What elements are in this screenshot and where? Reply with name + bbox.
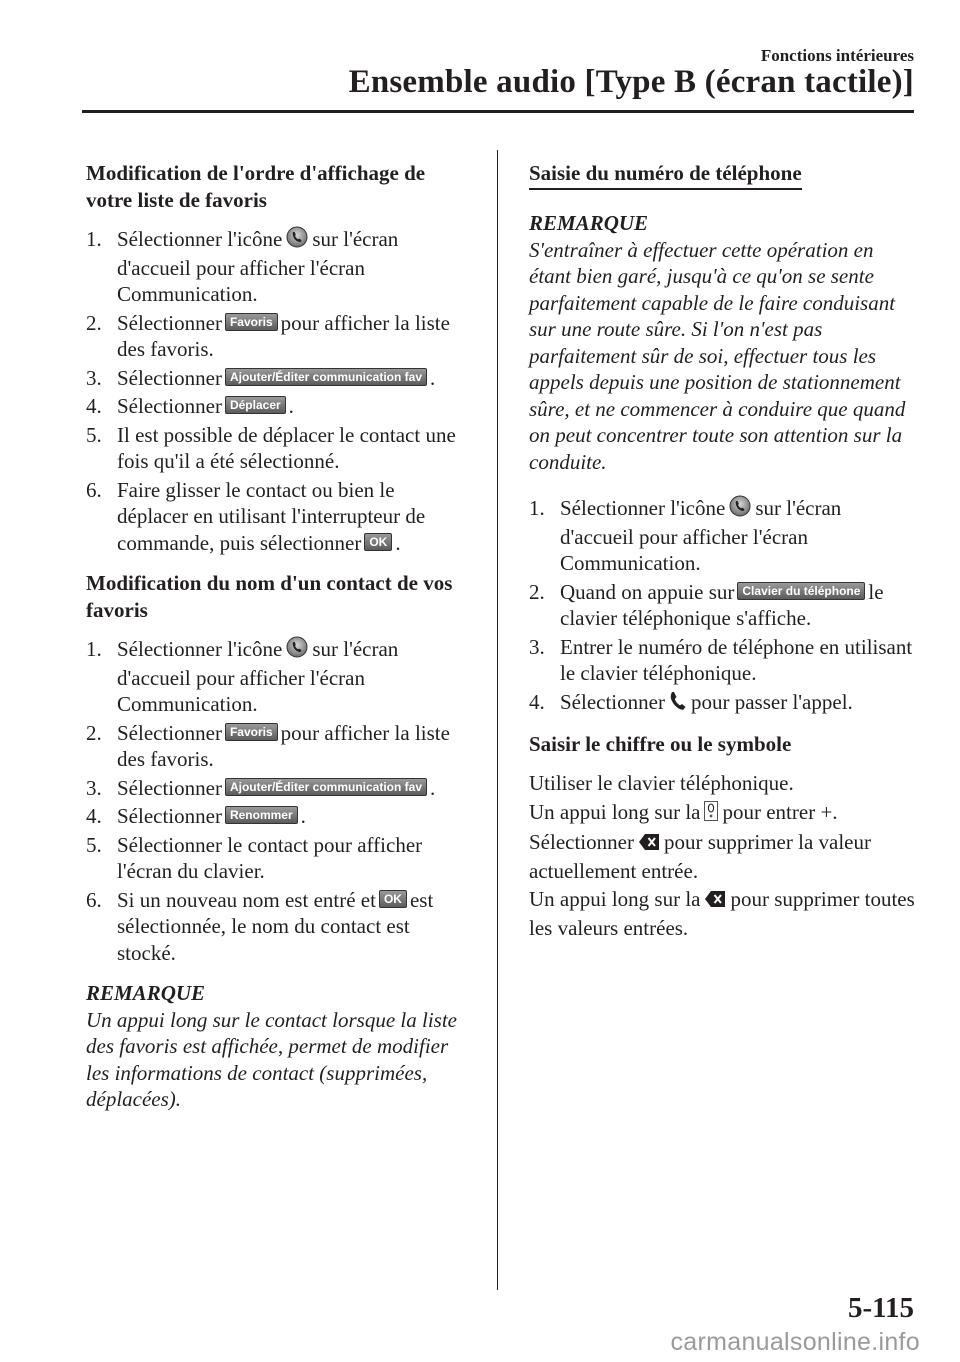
note-text: Un appui long sur le contact lorsque la liste des favoris est affichée, permet de modifier les informations de contact (supprimées, déplacées).: [86, 1007, 457, 1111]
note-text: S'entraîner à effectuer cette opération en étant bien garé, jusqu'à ce qu'on se sente parfaitement capable de le faire conduisant sur une route sûre. Si l'on n'est pas parfaitement sûr de soi, effectuer tous les appels depuis une position de stationnement sûre, et ne commencer à conduire que quand on peut concentrer toute son attention sur la conduite.: [529, 237, 906, 474]
note-heading: REMARQUE: [529, 211, 649, 235]
page-number: 5-115: [847, 1292, 914, 1324]
rename-button[interactable]: Renommer: [225, 806, 298, 824]
move-button[interactable]: Déplacer: [225, 396, 286, 414]
steps-rename: [86, 636, 466, 966]
backspace-icon[interactable]: [638, 831, 660, 858]
step-item: 4. Sélectionner Renommer .: [86, 804, 306, 828]
phone-keypad-button[interactable]: Clavier du téléphone: [737, 582, 865, 600]
step-item: 3. Sélectionner Ajouter/Éditer communication fav .: [86, 365, 436, 390]
paragraph: Un appui long sur la pour supprimer toutes les valeurs entrées.: [529, 887, 915, 940]
paragraph: Sélectionner pour supprimer la valeur actuellement entrée.: [529, 830, 871, 883]
column-divider: [497, 150, 498, 1290]
step-item: 1. Sélectionner l'icône sur l'écran d'accueil pour afficher l'écran Communication.: [86, 227, 399, 306]
step-item: 1. Sélectionner l'icône sur l'écran d'accueil pour afficher l'écran Communication.: [86, 637, 399, 716]
step-item: 4. Sélectionner pour passer l'appel.: [529, 689, 919, 718]
step-item: 6. Si un nouveau nom est entré et OK est sélectionnée, le nom du contact est stocké.: [86, 887, 434, 965]
step-item: 5. Sélectionner le contact pour afficher l'écran du clavier.: [86, 832, 423, 883]
communication-icon: [729, 495, 751, 524]
steps-phone-number: [529, 495, 919, 717]
step-item: 2. Sélectionner Favoris pour afficher la liste des favoris.: [86, 310, 450, 361]
step-item: 5. Il est possible de déplacer le contact une fois qu'il a été sélectionné.: [86, 422, 456, 473]
ok-button[interactable]: OK: [364, 533, 392, 551]
edit-favorites-button[interactable]: Ajouter/Éditer communication fav: [225, 368, 427, 386]
section-title-digit-symbol: Saisir le chiffre ou le symbole: [529, 732, 792, 756]
zero-key-icon[interactable]: [704, 801, 718, 828]
note-heading: REMARQUE: [86, 981, 206, 1005]
header-rule: [82, 110, 914, 113]
backspace-icon[interactable]: [704, 888, 726, 915]
note-right: [529, 210, 919, 475]
step-item: 4. Sélectionner Déplacer .: [86, 394, 294, 418]
edit-favorites-button[interactable]: Ajouter/Éditer communication fav: [225, 778, 427, 796]
communication-icon: [286, 636, 308, 665]
step-item: 1. Sélectionner l'icône sur l'écran d'accueil pour afficher l'écran Communication.: [529, 496, 842, 575]
header-title: Ensemble audio [Type B (écran tactile)]: [348, 64, 914, 100]
favoris-button[interactable]: Favoris: [225, 313, 278, 331]
step-item: 2. Sélectionner Favoris pour afficher la liste des favoris.: [86, 720, 450, 771]
ok-button[interactable]: OK: [379, 890, 407, 908]
phone-handset-icon[interactable]: [669, 691, 687, 718]
section-title-reorder: Modification de l'ordre d'affichage de votre liste de favoris: [86, 161, 426, 212]
section-title-rename: Modification du nom d'un contact de vos favoris: [86, 571, 453, 622]
paragraph: Un appui long sur la pour entrer +.: [529, 799, 919, 828]
step-item: 3. Entrer le numéro de téléphone en utilisant le clavier téléphonique.: [529, 634, 913, 685]
left-column: [86, 160, 466, 1133]
header-section: Fonctions intérieures: [760, 46, 914, 65]
step-item: 3. Sélectionner Ajouter/Éditer communication fav .: [86, 775, 436, 800]
communication-icon: [286, 226, 308, 255]
step-item: 6. Faire glisser le contact ou bien le déplacer en utilisant l'interrupteur de commande, puis sélectionner OK .: [86, 477, 426, 555]
step-item: 2. Quand on appuie sur Clavier du téléphone le clavier téléphonique s'affiche.: [529, 579, 884, 630]
steps-reorder: [86, 226, 466, 556]
section-title-phone-number: Saisie du numéro de téléphone: [529, 160, 802, 190]
right-column: [529, 160, 919, 943]
paragraph: Utiliser le clavier téléphonique.: [529, 771, 794, 795]
watermark: carmanualsonline.info: [670, 1328, 920, 1356]
note-left: [86, 980, 466, 1113]
favoris-button[interactable]: Favoris: [225, 723, 278, 741]
